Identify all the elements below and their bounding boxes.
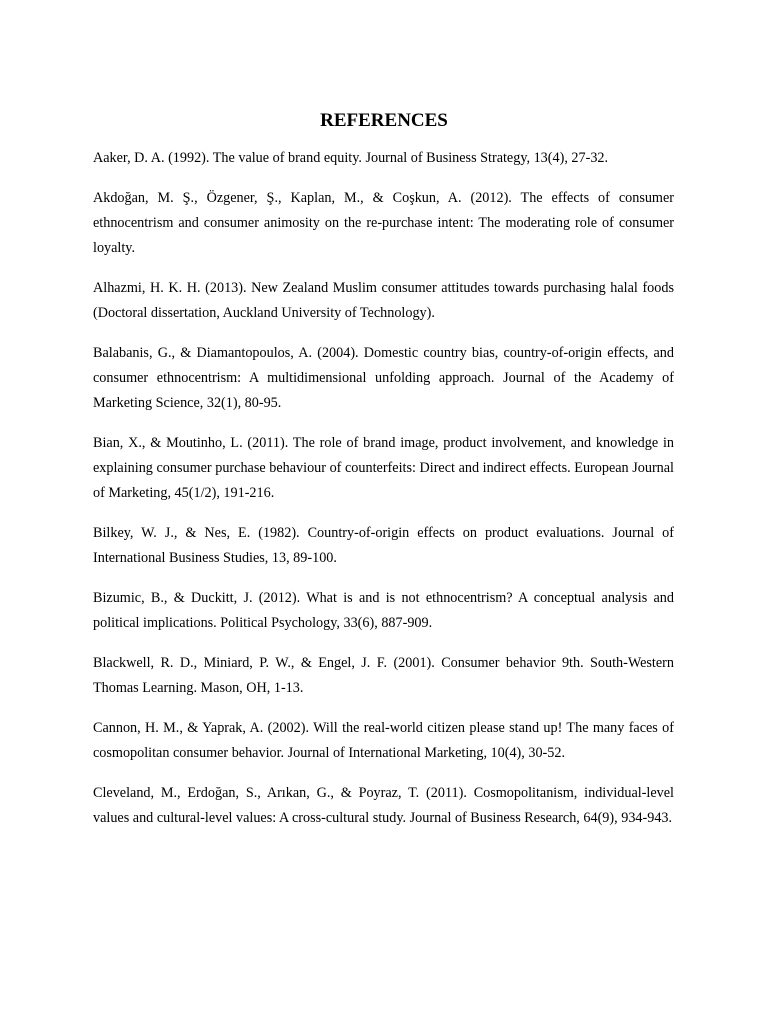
reference-entry: Balabanis, G., & Diamantopoulos, A. (2004). Domestic country bias, country-of-origin effects, and consumer ethnocentrism: A multidimensional unfolding approach. Journal of the Academy of Marketing Science, 32(1), 80-95. — [93, 345, 674, 411]
reference-entry: Alhazmi, H. K. H. (2013). New Zealand Muslim consumer attitudes towards purchasing halal foods (Doctoral dissertation, Auckland University of Technology). — [93, 280, 674, 321]
reference-entry: Aaker, D. A. (1992). The value of brand equity. Journal of Business Strategy, 13(4), 27-32. — [93, 150, 609, 166]
reference-entry: Bizumic, B., & Duckitt, J. (2012). What is and is not ethnocentrism? A conceptual analysis and political implications. Political Psychology, 33(6), 887-909. — [93, 590, 674, 631]
reference-entry: Akdoğan, M. Ş., Özgener, Ş., Kaplan, M., & Coşkun, A. (2012). The effects of consumer ethnocentrism and consumer animosity on the re-purchase intent: The moderating role of consumer loyalty. — [93, 190, 674, 256]
page-title: REFERENCES — [320, 110, 448, 131]
reference-list — [93, 146, 674, 846]
reference-entry: Blackwell, R. D., Miniard, P. W., & Engel, J. F. (2001). Consumer behavior 9th. South-Western Thomas Learning. Mason, OH, 1-13. — [93, 655, 674, 696]
reference-entry: Bian, X., & Moutinho, L. (2011). The role of brand image, product involvement, and knowledge in explaining consumer purchase behaviour of counterfeits: Direct and indirect effects. European Journal of Marketing, 45(1/2), 191-216. — [93, 435, 674, 501]
reference-entry: Cannon, H. M., & Yaprak, A. (2002). Will the real-world citizen please stand up! The many faces of cosmopolitan consumer behavior. Journal of International Marketing, 10(4), 30-52. — [93, 720, 674, 761]
reference-entry: Cleveland, M., Erdoğan, S., Arıkan, G., & Poyraz, T. (2011). Cosmopolitanism, individual-level values and cultural-level values: A cross-cultural study. Journal of Business Research, 64(9), 934-943. — [93, 785, 674, 826]
reference-entry: Bilkey, W. J., & Nes, E. (1982). Country-of-origin effects on product evaluations. Journal of International Business Studies, 13, 89-100. — [93, 525, 674, 566]
